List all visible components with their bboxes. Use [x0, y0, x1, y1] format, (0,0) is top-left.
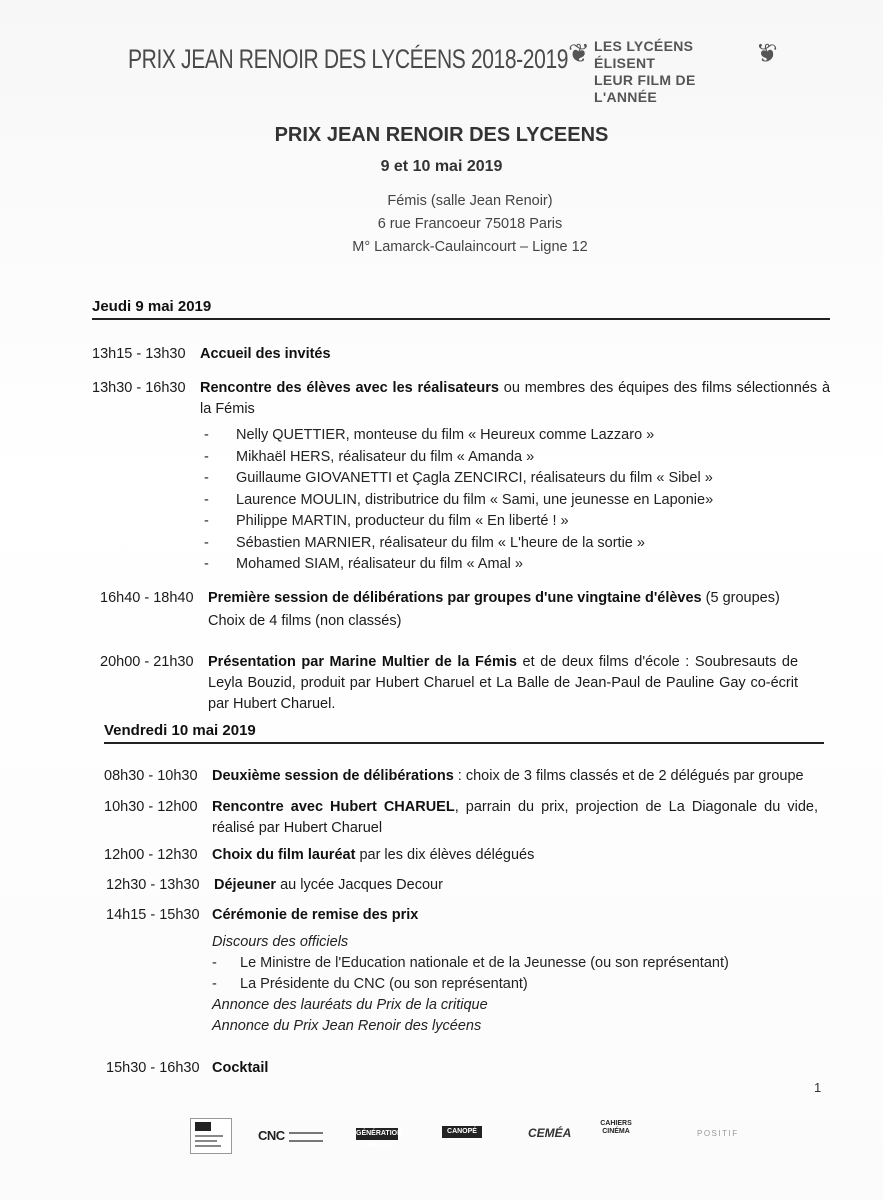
cahiers-du-cinema-logo: CAHIERS CINÉMA [600, 1120, 632, 1135]
document-title: PRIX JEAN RENOIR DES LYCEENS [274, 124, 609, 146]
schedule-bold: Deuxième session de délibérations [212, 768, 454, 784]
schedule-text: : choix de 3 films classés et de 2 délégués par groupe [453, 768, 804, 784]
schedule-bold: Rencontre avec Hubert CHARUEL [212, 799, 455, 815]
laurel-right-icon: ❦ [756, 38, 778, 68]
schedule-text: ou membres des équipes des films sélectionnés à la Fémis [200, 380, 831, 417]
day1-rule [92, 318, 830, 320]
list-item: - La Présidente du CNC (ou son représentant) [212, 976, 528, 992]
ceremony-intro: Discours des officiels [212, 934, 349, 950]
positif-logo: POSITIF [697, 1129, 739, 1138]
schedule-time: 08h30 - 10h30 [104, 768, 198, 784]
schedule-text: au lycée Jacques Decour [276, 877, 443, 893]
schedule-time: 10h30 - 12h00 [104, 799, 198, 815]
schedule-text: et de deux films d'école : Soubresauts de Leyla Bouzid, produit par Hubert Charuel et La Balle de Jean-Paul de Pauline Gay co-écrit par Hubert Charuel. [208, 654, 799, 712]
venue-line: M° Lamarck-Caulaincourt – Ligne 12 [352, 239, 588, 255]
document-subtitle: 9 et 10 mai 2019 [380, 158, 503, 175]
schedule-time: 12h30 - 13h30 [106, 877, 200, 893]
canope-logo: CANOPÉ [442, 1126, 482, 1138]
ceremony-announce: Annonce des lauréats du Prix de la critique [212, 997, 488, 1013]
schedule-bold: Présentation par Marine Multier de la Fémis [208, 654, 517, 670]
schedule-bold: Rencontre des élèves avec les réalisateurs [200, 380, 499, 396]
schedule-time: 13h15 - 13h30 [92, 346, 186, 362]
list-item: - Guillaume GIOVANETTI et Çagla ZENCIRCI, réalisateurs du film « Sibel » [204, 470, 713, 486]
schedule-time: 12h00 - 12h30 [104, 847, 198, 863]
schedule-bold: Accueil des invités [200, 346, 331, 362]
schedule-time: 16h40 - 18h40 [100, 590, 194, 606]
schedule-text: par les dix élèves délégués [355, 847, 535, 863]
ceremony-announce: Annonce du Prix Jean Renoir des lycéens [212, 1018, 482, 1034]
schedule-bold: Première session de délibérations par groupes d'une vingtaine d'élèves [208, 590, 702, 606]
venue-line: 6 rue Francoeur 75018 Paris [377, 216, 563, 232]
header-badge-line1: LES LYCÉENS ÉLISENT [594, 38, 694, 71]
venue-block [0, 190, 883, 259]
list-item: - Nelly QUETTIER, monteuse du film « Heureux comme Lazzaro » [204, 427, 655, 443]
list-item: - Laurence MOULIN, distributrice du film « Sami, une jeunesse en Laponie» [204, 491, 714, 508]
schedule-text: (5 groupes) [701, 590, 780, 606]
day1-heading: Jeudi 9 mai 2019 [92, 298, 212, 315]
generation-cinemas-logo: GÉNÉRATION CINÉMAS [356, 1130, 403, 1149]
schedule-bold: Cérémonie de remise des prix [212, 907, 419, 923]
laurel-left-icon: ❦ [568, 38, 590, 68]
schedule-text: Choix de 4 films (non classés) [208, 613, 402, 629]
day2-heading: Vendredi 10 mai 2019 [104, 722, 256, 739]
header-left-title: PRIX JEAN RENOIR DES LYCÉENS 2018-2019 [128, 44, 569, 74]
schedule-bold: Déjeuner [214, 877, 277, 893]
republique-francaise-logo [190, 1118, 232, 1154]
schedule-text: , parrain du prix, projection de La Diagonale du vide, réalisé par Hubert Charuel [212, 799, 818, 836]
day2-rule [104, 742, 824, 744]
footer-logos [190, 1118, 750, 1158]
schedule-bold: Cocktail [212, 1060, 269, 1076]
schedule-time: 14h15 - 15h30 [106, 907, 200, 923]
ceremony-program [212, 932, 772, 1037]
list-item: - Philippe MARTIN, producteur du film « En liberté ! » [204, 513, 569, 529]
venue-line: Fémis (salle Jean Renoir) [387, 193, 553, 209]
list-item: - Mikhaël HERS, réalisateur du film « Amanda » [204, 448, 535, 465]
schedule-time: 15h30 - 16h30 [106, 1060, 200, 1076]
list-item: - Le Ministre de l'Education nationale et de la Jeunesse (ou son représentant) [212, 955, 729, 971]
header-badge-line2: LEUR FILM DE L'ANNÉE [594, 72, 696, 105]
schedule-bold: Choix du film lauréat [212, 847, 356, 863]
cnc-logo: CNC [258, 1128, 323, 1143]
list-item: - Sébastien MARNIER, réalisateur du film « L'heure de la sortie » [204, 534, 645, 551]
page-number: 1 [814, 1080, 822, 1095]
schedule-time: 13h30 - 16h30 [92, 380, 186, 396]
list-item: - Mohamed SIAM, réalisateur du film « Amal » [204, 556, 523, 572]
cemea-logo: CEMÉA [528, 1126, 572, 1140]
guest-list [204, 425, 764, 576]
schedule-time: 20h00 - 21h30 [100, 654, 194, 670]
header-badge [568, 36, 778, 105]
